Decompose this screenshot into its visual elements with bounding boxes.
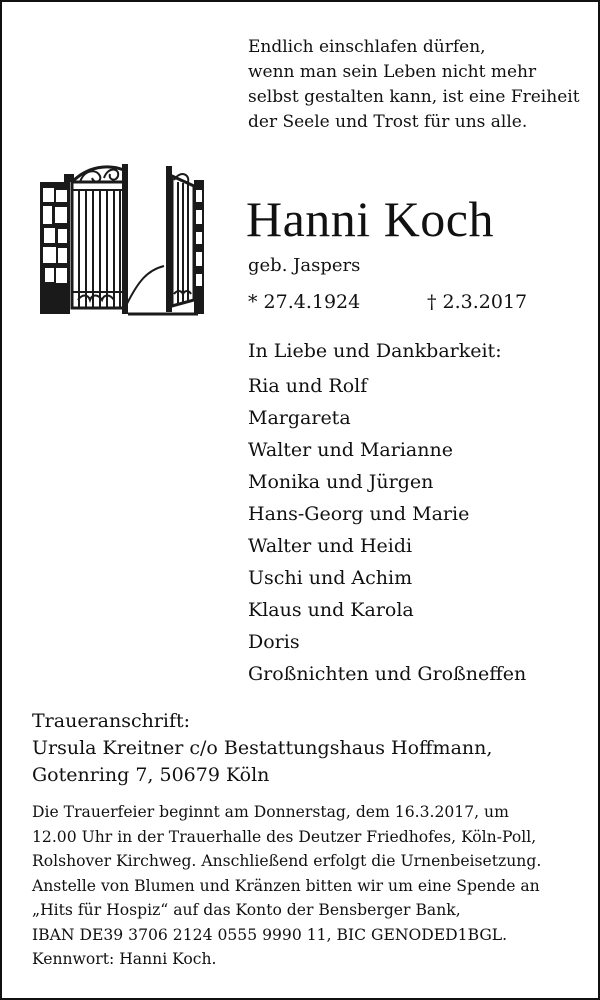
funeral-info — [32, 800, 541, 972]
info-line: Kennwort: Hanni Koch. — [32, 950, 217, 968]
list-item: Walter und Heidi — [248, 535, 413, 557]
address-line: Ursula Kreitner c/o Bestattungshaus Hoffmann, — [32, 737, 493, 759]
list-item: Walter und Marianne — [248, 439, 453, 461]
info-line: 12.00 Uhr in der Trauerhalle des Deutzer Friedhofes, Köln-Poll, — [32, 827, 537, 846]
mourning-address — [32, 708, 492, 789]
poem-line: selbst gestalten kann, ist eine Freiheit — [248, 87, 580, 107]
open-garden-gate-icon — [38, 160, 206, 318]
list-item: Klaus und Karola — [248, 599, 414, 621]
mourners-intro: In Liebe und Dankbarkeit: — [248, 340, 502, 362]
list-item: Hans-Georg und Marie — [248, 503, 470, 525]
deceased-name: Hanni Koch — [246, 191, 494, 247]
poem-line: wenn man sein Leben nicht mehr — [248, 62, 537, 82]
poem — [248, 35, 580, 135]
list-item: Monika und Jürgen — [248, 471, 434, 493]
info-line: Die Trauerfeier beginnt am Donnerstag, dem 16.3.2017, um — [32, 803, 509, 821]
info-line: „Hits für Hospiz“ auf das Konto der Bensberger Bank, — [32, 901, 461, 919]
list-item: Ria und Rolf — [248, 375, 368, 397]
address-line: Gotenring 7, 50679 Köln — [32, 764, 270, 786]
poem-line: der Seele und Trost für uns alle. — [248, 112, 528, 132]
death-date: † 2.3.2017 — [427, 291, 528, 313]
list-item: Doris — [248, 631, 300, 653]
maiden-name: geb. Jaspers — [248, 255, 361, 276]
list-item: Uschi und Achim — [248, 567, 413, 589]
info-line: IBAN DE39 3706 2124 0555 9990 11, BIC GENODED1BGL. — [32, 925, 508, 944]
poem-line: Endlich einschlafen dürfen, — [248, 37, 486, 57]
mourners-list — [248, 370, 526, 690]
birth-date: * 27.4.1924 — [248, 291, 361, 313]
address-line: Traueranschrift: — [32, 710, 191, 732]
info-line: Rolshover Kirchweg. Anschließend erfolgt die Urnenbeisetzung. — [32, 852, 542, 870]
list-item: Margareta — [248, 407, 351, 429]
info-line: Anstelle von Blumen und Kränzen bitten wir um eine Spende an — [32, 876, 540, 895]
list-item: Großnichten und Großneffen — [248, 663, 527, 685]
